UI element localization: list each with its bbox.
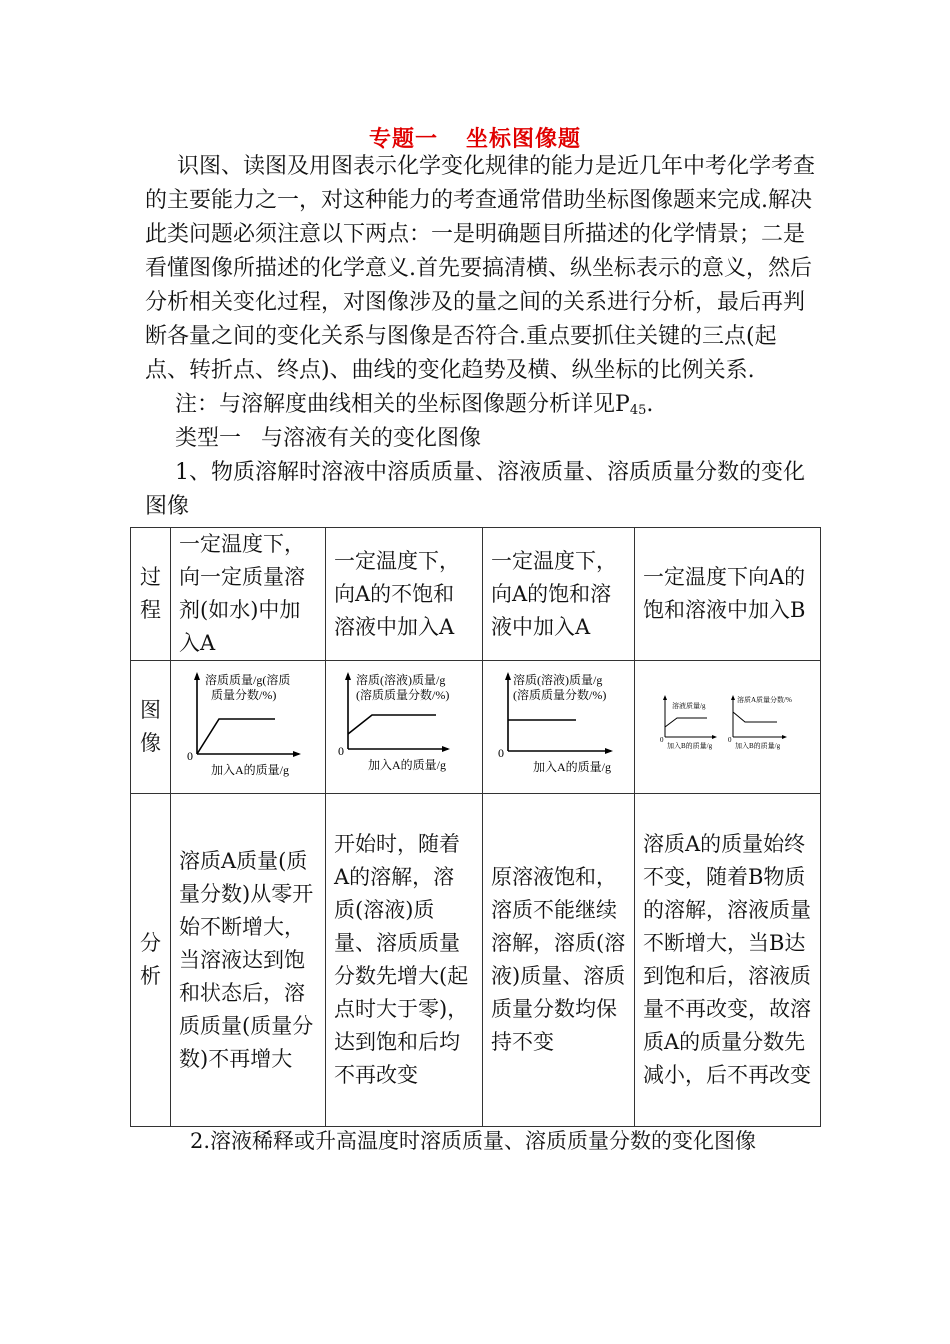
chart-solution-mass [660,695,717,750]
data-curve [665,718,707,727]
x-axis-label: 加入B的质量/g [667,741,713,750]
page-title: 专题一 坐标图像题 [368,126,582,152]
row-header: 图像 [131,661,171,794]
y-axis-arrow [194,672,200,680]
chart-cell [635,661,821,794]
chart-solute-from-zero [171,662,326,793]
y-axis-label: 溶液质量/g [672,701,706,710]
x-axis-label: 加入A的质量/g [211,762,290,777]
table-cell: 开始时，随着A的溶解，溶质(溶液)质量、溶质质量分数先增大(起点时大于零)，达到饱和后均不再改变 [326,794,483,1127]
intro-paragraph: 识图、读图及用图表示化学变化规律的能力是近几年中考化学考查的主要能力之一，对这种能力的考查通常借助坐标图像题来完成.解决此类问题必须注意以下两点：一是明确题目所描述的化学情景；二是看懂图像所描述的化学意义.首先要搞清横、纵坐标表示的意义，然后分析相关变化过程，对图像涉及的量之间的关系进行分析，最后再判断各量之间的变化关系与图像是否符合.重点要抓住关键的三点(起点、转折点、终点)、曲线的变化趋势及横、纵坐标的比例关系. [145,154,816,383]
chart-saturated-solution [483,662,635,793]
chart-cell [483,661,635,794]
row-header: 分析 [131,794,171,1127]
chart-add-solute-b [635,662,821,793]
table-cell: 溶质A的质量始终不变，随着B物质的溶解，溶液质量不断增大，当B达到饱和后，溶液质量不再改变，故溶质A的质量分数先减小，后不再改变 [635,794,821,1127]
type-heading: 类型一 与溶液有关的变化图像 [175,426,482,451]
dissolution-table [130,527,821,1127]
x-axis-label: 加入A的质量/g [533,759,612,774]
origin-label: 0 [728,735,732,744]
data-curve [197,719,275,754]
y-axis-label-2: (溶质质量分数/%) [356,687,450,702]
origin-label: 0 [187,748,193,763]
y-axis-arrow [505,672,511,680]
table-row-analysis [131,794,821,1127]
y-axis-label: 溶质(溶液)质量/g [356,672,446,687]
origin-label: 0 [338,743,344,758]
origin-label: 0 [498,745,504,760]
x-axis-arrow [293,751,301,757]
item1-line1: 1、物质溶解时溶液中溶质质量、溶液质量、溶质质量分数的变化 [175,460,805,485]
x-axis-arrow [782,735,787,739]
chart-cell [326,661,483,794]
data-curve [733,712,777,722]
table-cell: 一定温度下，向一定质量溶剂(如水)中加入A [171,528,326,661]
y-axis-arrow [731,695,735,700]
data-curve [348,715,436,734]
chart-cell [171,661,326,794]
table-cell: 一定温度下向A的饱和溶液中加入B [635,528,821,661]
table-row-process [131,528,821,661]
table-cell: 一定温度下，向A的饱和溶液中加入A [483,528,635,661]
item1-line2: 图像 [145,494,190,519]
y-axis-label: 溶质质量/g(溶质 [205,672,291,687]
y-axis-label-2: (溶质质量分数/%) [513,687,607,702]
note-line: 注：与溶解度曲线相关的坐标图像题分析详见$P_{45}$. [175,392,654,418]
table-cell: 一定温度下，向A的不饱和溶液中加入A [326,528,483,661]
chart-solute-a-fraction [728,695,792,750]
y-axis-label: 溶质A质量分数/% [737,695,792,704]
y-axis-label: 溶质(溶液)质量/g [513,672,603,687]
x-axis-arrow [605,748,613,754]
origin-label: 0 [660,735,664,744]
y-axis-arrow [345,672,351,680]
chart-unsaturated-solution [326,662,483,793]
y-axis-arrow [663,695,667,700]
table-cell: 原溶液饱和，溶质不能继续溶解，溶质(溶液)质量、溶质质量分数均保持不变 [483,794,635,1127]
item2-heading: 2.溶液稀释或升高温度时溶质质量、溶质质量分数的变化图像 [190,1129,757,1153]
table-row-image [131,661,821,794]
x-axis-label: 加入B的质量/g [735,741,781,750]
table-cell: 溶质A质量(质量分数)从零开始不断增大，当溶液达到饱和状态后，溶质质量(质量分数)不再增大 [171,794,326,1127]
x-axis-arrow [712,735,717,739]
x-axis-arrow [442,746,450,752]
x-axis-label: 加入A的质量/g [368,757,447,772]
y-axis-label-2: 质量分数/%) [211,687,277,702]
row-header: 过程 [131,528,171,661]
